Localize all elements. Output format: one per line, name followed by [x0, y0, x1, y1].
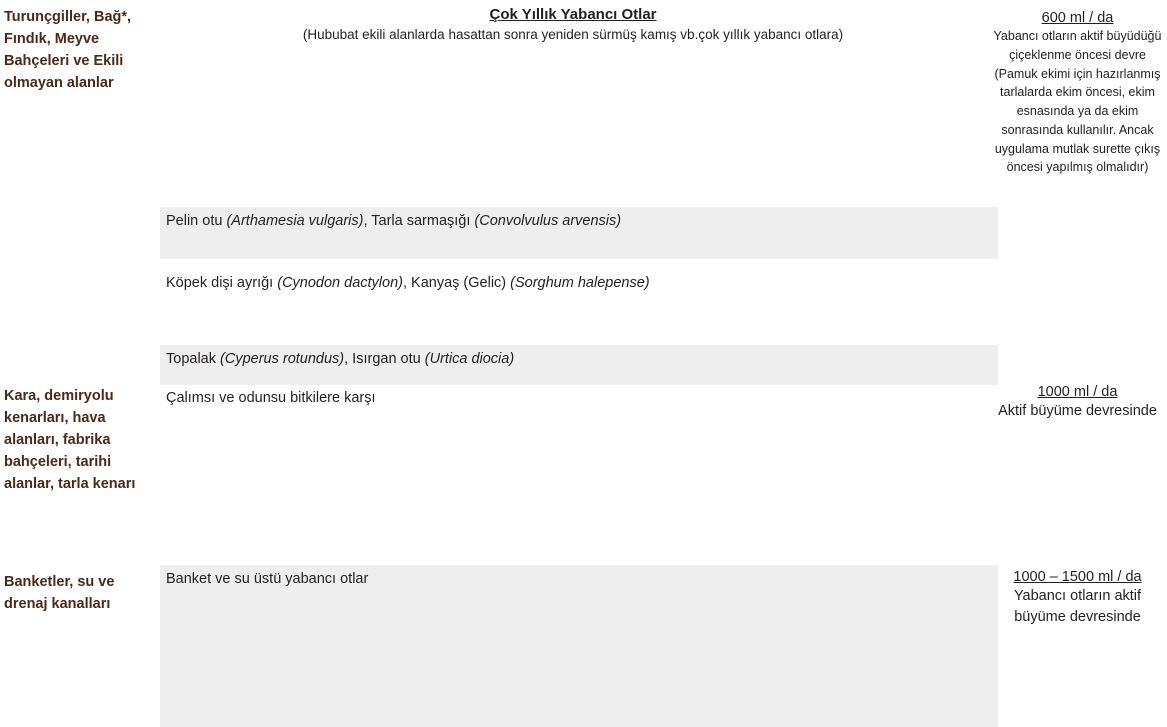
weed-name-1-2-a: Köpek dişi ayrığı: [166, 275, 278, 291]
weed-row-1-1: [160, 207, 998, 259]
weed-latin-1-2-a: (Cynodon dactylon): [277, 275, 403, 291]
weed-latin-1-1-b: (Convolvulus arvensis): [474, 213, 622, 229]
weed-row-1-3: [160, 345, 998, 385]
crop-label-row-1: Turunçgiller, Bağ*, Fındık, Meyve Bahçeleri ve Ekili olmayan alanlar: [4, 9, 132, 92]
dose-amount-row-3: 1000 – 1500 ml / da: [1013, 569, 1142, 585]
dose-note-row-2: Aktif büyüme devresinde: [998, 403, 1157, 419]
weed-latin-1-3-a: (Cyperus rotundus): [220, 351, 345, 367]
weed-latin-1-2-b: (Sorghum halepense): [510, 275, 650, 291]
weed-row-1-2: [160, 269, 998, 321]
weed-latin-1-3-b: (Urtica diocia): [424, 351, 515, 367]
weed-column-subtitle: (Hububat ekili alanlarda hasattan sonra yeniden sürmüş kamış vb.çok yıllık yabancı otlara): [302, 27, 844, 42]
weed-column-title: Çok Yıllık Yabancı Otlar: [489, 6, 657, 23]
dose-note-row-1: Yabancı otların aktif büyüdüğü çiçeklenme öncesi devre (Pamuk ekimi için hazırlanmış tarlalarda ekim öncesi, ekim esnasında ya da ekim sonrasında kullanılır. Ancak uygulama mutlak surette çıkış öncesi yapılmış olmalıdır): [993, 29, 1162, 175]
weed-name-1-3-a: Topalak: [166, 351, 221, 367]
weed-name-1-1-b: , Tarla sarmaşığı: [363, 213, 475, 229]
dose-cell-row-1: [992, 10, 1163, 177]
weed-name-1-3-b: , Isırgan otu: [344, 351, 425, 367]
dose-note-row-3: Yabancı otların aktif büyüme devresinde: [1013, 588, 1142, 626]
weed-latin-1-1-a: (Arthamesia vulgaris): [226, 213, 364, 229]
weed-name-1-2-b: , Kanyaş (Gelic): [402, 275, 511, 291]
dose-amount-row-1: 600 ml / da: [1041, 10, 1114, 26]
weed-name-1-1-a: Pelin otu: [166, 213, 227, 229]
dose-cell-row-3: [992, 569, 1163, 628]
weed-row-3: Banket ve su üstü yabancı otlar: [160, 565, 998, 727]
dose-cell-row-2: [992, 384, 1163, 422]
weed-row-2: Çalımsı ve odunsu bitkilere karşı: [166, 390, 376, 406]
crop-label-row-2: Kara, demiryolu kenarları, hava alanları, fabrika bahçeleri, tarihi alanlar, tarla kenarı: [4, 388, 136, 493]
crop-label-row-3: Banketler, su ve drenaj kanalları: [4, 574, 115, 613]
weed-column-header: [160, 6, 986, 42]
dose-amount-row-2: 1000 ml / da: [1037, 384, 1118, 400]
